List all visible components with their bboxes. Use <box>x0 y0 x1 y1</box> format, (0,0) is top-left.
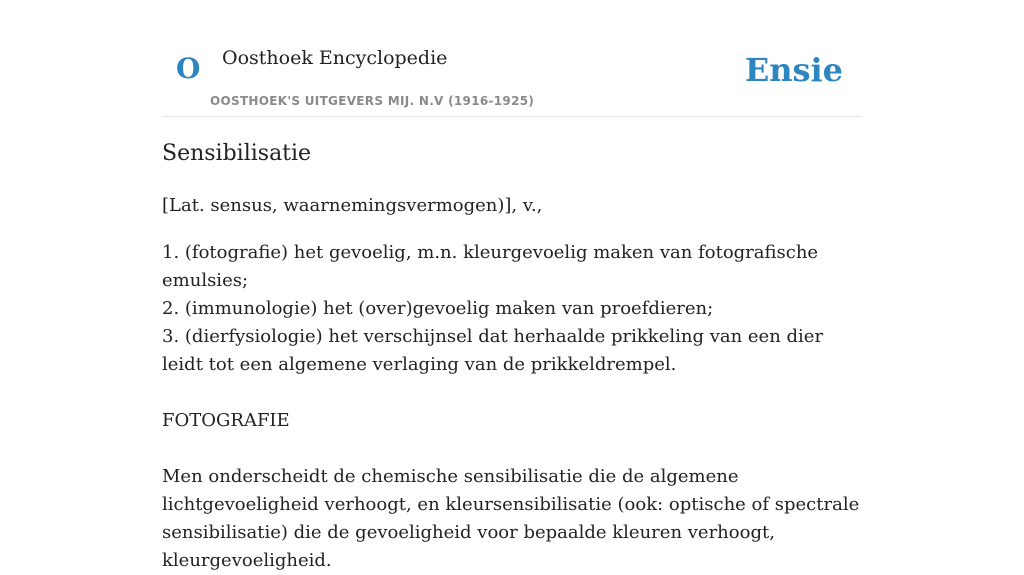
site-title-link[interactable]: Oosthoek Encyclopedie <box>222 47 448 69</box>
section-heading: FOTOGRAFIE <box>162 410 290 431</box>
entry-title: Sensibilisatie <box>162 141 312 166</box>
ensie-brand-link[interactable]: Ensie <box>744 51 843 89</box>
entry-content <box>162 136 862 575</box>
entry-definitions <box>162 239 862 379</box>
definition-item: 2. (immunologie) het (over)gevoelig maken van proefdieren; <box>162 298 714 319</box>
entry-etymology: [Lat. sensus, waarnemingsvermogen)], v., <box>162 195 543 216</box>
oosthoek-logo-icon[interactable]: O <box>176 52 201 85</box>
entry-paragraph: Men onderscheidt de chemische sensibilisatie die de algemene lichtgevoeligheid verhoogt, en kleursensibilisatie (ook: optische of spectrale sensibilisatie) die de gevoeligheid voor bepaalde kleuren verhoogt, kleurgevoeligheid. <box>162 466 860 571</box>
site-header <box>162 0 862 117</box>
site-subtitle: OOSTHOEK'S UITGEVERS MIJ. N.V (1916-1925) <box>210 94 535 108</box>
definition-item: 1. (fotografie) het gevoelig, m.n. kleurgevoelig maken van fotografische emulsies; <box>162 242 819 291</box>
definition-item: 3. (dierfysiologie) het verschijnsel dat herhaalde prikkeling van een dier leidt tot een algemene verlaging van de prikkeldrempel. <box>162 326 824 375</box>
